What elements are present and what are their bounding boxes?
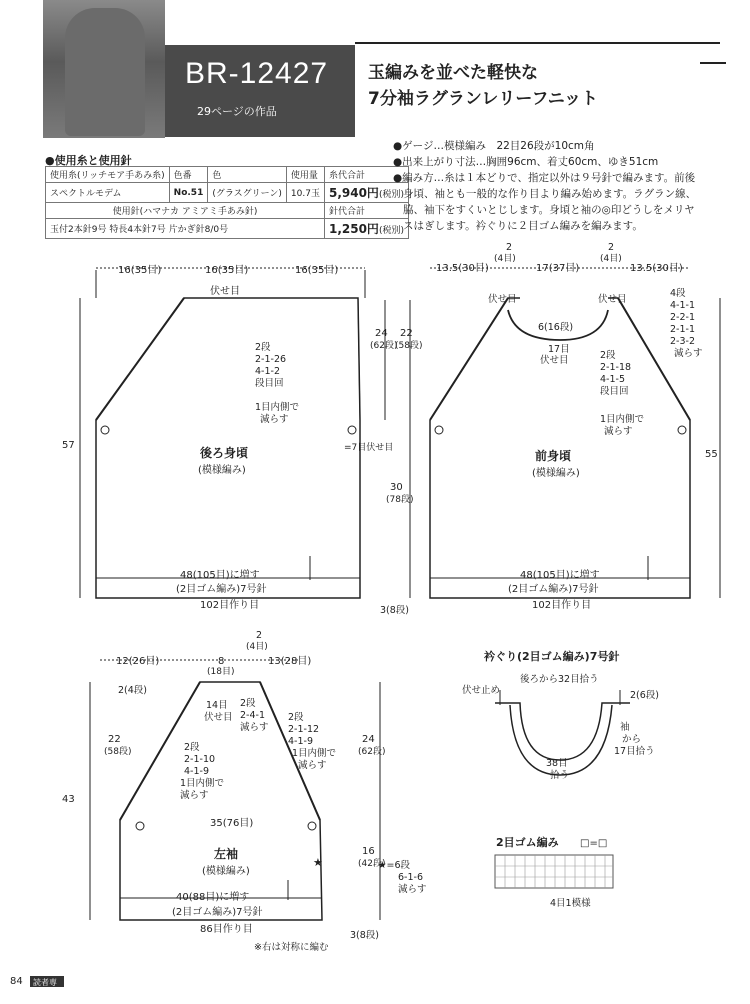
neckband-front-1: 38目 [546,758,568,769]
back-bind-off: 伏せ目 [210,286,240,297]
col-color: 色 [208,167,287,183]
sleeve-left-dec-3: 4-1-9 [184,766,209,777]
needle-price: 1,250円 [328,222,379,236]
sleeve-h24: 24 [362,734,375,745]
back-body-pattern: (模様編み) [198,465,246,476]
page-number: 84 [10,976,23,987]
yarn-price: 5,940円 [328,186,379,200]
back-body-name: 後ろ身頃 [200,446,249,460]
neckband-sleeve-3: 17目拾う [614,746,655,757]
back-inner-1: 1目内側で [255,402,300,413]
front-neck-dec-2: 4-1-1 [670,300,695,311]
sleeve-h16: 16 [362,846,375,857]
sleeve-right-dec-2: 2-1-12 [288,724,320,735]
neckband-back-pick: 後ろから32目拾う [520,674,599,685]
neckband-bind-off: 伏せ止め [462,685,501,696]
front-bind-left: 伏せ目 [488,294,517,305]
needle-header: 使用針(ハマナカ アミアミ手あみ針) [46,203,325,219]
front-neck-center: 6(16段) [538,322,574,333]
gauge-note: ●ゲージ…模様編み 22目26段が10cm角 [393,140,595,152]
front-cast-on: 102目作り目 [532,600,592,611]
back-dec-3: 4-1-2 [255,366,280,377]
sleeve-h16-rows: (42段) [358,859,386,869]
back-dec-1: 2段 [255,342,271,353]
sleeve-width-left: 12(26目) [116,656,160,667]
sleeve-h22: 22 [108,734,121,745]
back-cast-on: 102目作り目 [200,600,260,611]
front-dec-1: 2段 [600,350,616,361]
sleeve-right-dec-5: 減らす [298,760,327,771]
sleeve-width: 35(76目) [210,818,254,829]
sleeve-pattern: (模様編み) [202,866,250,877]
back-ribbing: (2目ゴム編み)7号針 [176,584,267,595]
needle-tax: (税別) [378,226,404,236]
front-neck-dec-5: 2-3-2 [670,336,695,347]
yarn-name: スペクトルモデム [46,183,170,203]
back-width-center: 16(35目) [205,265,249,276]
sleeve-left-dec-2: 2-1-10 [184,754,216,765]
sleeve-increase: 40(88目)に増す [176,892,250,903]
sleeve-ribbing: (2目ゴム編み)7号針 [172,907,263,918]
rib-chart-legend: □=□ [580,838,608,849]
neckband-front-2: 拾う [550,770,570,781]
sleeve-h22-rows: (58段) [104,747,132,757]
sleeve-name: 左袖 [214,847,239,861]
front-neck-dec-6: 減らす [674,348,703,359]
sleeve-bind-2: 伏せ目 [204,712,233,723]
size-note: ●出来上がり寸法…胸囲96cm、着丈60cm、ゆき51cm [393,156,659,168]
method-line-3: 脇、袖下をすくいとじします。身頃と袖の◎印どうしをメリヤ [403,204,695,216]
method-line-2: 身頃、袖とも一般的な作り目より編み始めます。ラグラン線、 [403,188,697,200]
footer-label: 読者専 [33,978,57,987]
sleeve-bind-1: 14目 [206,700,228,711]
neckband-side: 2(6段) [630,690,660,701]
front-neck-n1-sts: (4目) [494,254,516,264]
front-dec-4: 段目回 [600,386,629,397]
back-width-left: 16(35目) [118,265,162,276]
front-bind-right: 伏せ目 [598,294,627,305]
sleeve-rib-height: 3(8段) [350,930,380,941]
front-neck-bind-2: 伏せ目 [540,355,569,366]
back-side-bind: =7目伏せ目 [344,443,394,453]
neckband-sleeve-2: から [622,734,642,745]
col-yarn: 使用糸(リッチモア手あみ糸) [46,167,170,183]
front-neck-bind-1: 17目 [548,344,570,355]
sleeve-h24-rows: (62段) [358,747,386,757]
sleeve-height-43: 43 [62,794,75,805]
yarn-tax: (税別) [378,190,404,200]
yarn-number: No.51 [169,183,208,203]
front-dec-2: 2-1-18 [600,362,632,373]
neckband-title: 衿ぐり(2目ゴム編み)7号針 [484,650,620,663]
method-line-1: ●編み方…糸は１本どりで、指定以外は９号針で編みます。前後 [393,172,696,184]
front-body-pattern: (模様編み) [532,468,580,479]
sleeve-right-dec-1: 2段 [288,712,304,723]
sleeve-top-sts: (4目) [246,642,268,652]
front-increase: 48(105目)に増す [520,570,600,581]
front-neck-dec-4: 2-1-1 [670,324,695,335]
front-neck-n2-sts: (4目) [600,254,622,264]
front-body-name: 前身頃 [535,449,572,463]
yarn-color: (グラスグリーン) [208,183,287,203]
front-neck-n1: 2 [506,242,513,253]
sleeve-center-dec-3: 減らす [240,722,269,733]
sleeve-right-dec-4: 1目内側で [292,748,337,759]
front-inner-2: 減らす [604,426,633,437]
sleeve-cast-on: 86目作り目 [200,924,253,935]
sleeve-h2: 2(4段) [118,685,148,696]
star-icon: ★ [313,856,323,869]
front-dec-3: 4-1-5 [600,374,625,385]
sleeve-star-1: ★=6段 [378,860,411,871]
title-line-1: 玉編みを並べた軽快な [368,63,538,83]
front-neck-dec-1: 4段 [670,288,686,299]
rib-chart-repeat: 4目1模様 [550,898,591,909]
sleeve-width-center: 8 [218,656,225,667]
neckband-shape [495,703,630,760]
sleeve-center-dec-1: 2段 [240,698,256,709]
sleeve-symmetric-note: ※右は対称に編む [254,942,329,953]
back-h30: 30 [390,482,403,493]
back-rib-height: 3(8段) [380,605,410,616]
back-h24-rows: (62段) [370,341,398,351]
front-neck-dec-3: 2-2-1 [670,312,695,323]
back-height-57: 57 [62,440,75,451]
front-width-center: 17(37目) [536,263,580,274]
sleeve-star-3: 減らす [398,884,427,895]
sleeve-width-center-sts: (18目) [207,667,235,677]
back-h22: 22 [400,328,413,339]
back-increase: 48(105目)に増す [180,570,260,581]
back-inner-2: 減らす [260,414,289,425]
back-h22-rows: (58段) [395,341,423,351]
sleeve-top-n: 2 [256,630,263,641]
front-ribbing: (2目ゴム編み)7号針 [508,584,599,595]
yarn-amount: 10.7玉 [286,183,324,203]
pattern-code: BR-12427 [185,57,329,90]
needle-price-header: 針代合計 [324,203,408,219]
front-width-right: 13.5(30目) [630,263,683,274]
back-dec-2: 2-1-26 [255,354,287,365]
back-width-right: 16(35目) [295,265,339,276]
sleeve-center-dec-2: 2-4-1 [240,710,265,721]
sleeve-left-dec-4: 1目内側で [180,778,225,789]
back-h24: 24 [375,328,388,339]
sleeve-left-dec-5: 減らす [180,790,209,801]
col-number: 色番 [169,167,208,183]
sleeve-width-right: 13(28目) [268,656,312,667]
page-reference: 29ページの作品 [197,105,277,118]
back-h30-rows: (78段) [386,495,414,505]
front-width-left: 13.5(30目) [436,263,489,274]
needle-list: 玉付2本針9号 特長4本針7号 片かぎ針8/0号 [46,219,325,239]
sleeve-star-2: 6-1-6 [398,872,423,883]
back-dec-4: 段目回 [255,378,284,389]
front-body-outline [430,298,520,420]
method-line-4: スはぎします。衿ぐりに２目ゴム編みを編みます。 [403,220,643,232]
materials-heading: ●使用糸と使用針 [45,154,132,167]
neckband-sleeve-1: 袖 [620,722,630,733]
rib-chart-title: 2目ゴム編み [496,836,559,849]
sleeve-right-dec-3: 4-1-9 [288,736,313,747]
front-inner-1: 1目内側で [600,414,645,425]
front-neck-n2: 2 [608,242,615,253]
front-height-55: 55 [705,449,718,460]
sleeve-left-dec-1: 2段 [184,742,200,753]
col-price: 糸代合計 [324,167,408,183]
title-line-2: 7分袖ラグランレリーフニット [368,89,599,109]
col-amount: 使用量 [286,167,324,183]
